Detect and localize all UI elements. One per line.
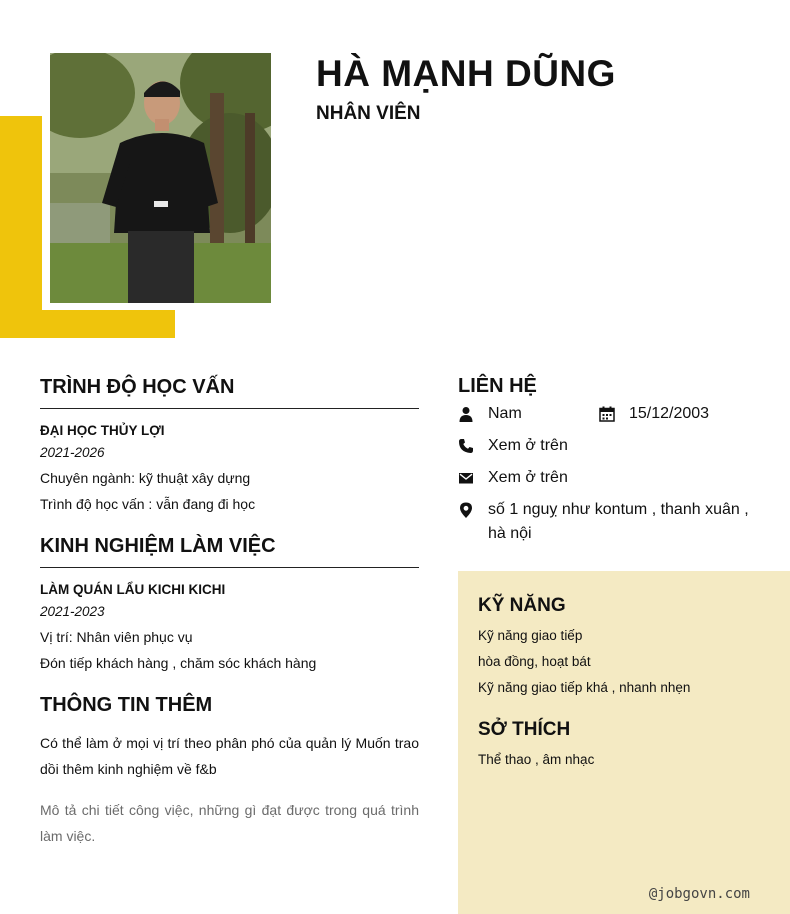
contact-phone: Xem ở trên: [488, 437, 568, 454]
accent-bar-vertical: [0, 116, 42, 338]
candidate-role: NHÂN VIÊN: [316, 103, 421, 124]
extra-info-section: [40, 690, 419, 849]
contact-birthdate: 15/12/2003: [629, 405, 710, 422]
education-years: 2021-2026: [40, 445, 105, 460]
hobby-item: Thể thao , âm nhạc: [478, 752, 595, 767]
contact-row-address: [458, 498, 758, 546]
experience-title: KINH NGHIỆM LÀM VIỆC: [40, 535, 276, 557]
candidate-name: HÀ MẠNH DŨNG: [316, 53, 616, 94]
contact-email: Xem ở trên: [488, 469, 568, 486]
experience-duties: Đón tiếp khách hàng , chăm sóc khách hàng: [40, 655, 317, 671]
left-column: [40, 372, 419, 849]
skill-item: Kỹ năng giao tiếp khá , nhanh nhẹn: [478, 680, 691, 695]
extra-info-text: Có thể làm ở mọi vị trí theo phân phó của quản lý Muốn trao dồi thêm kinh nghiệm về f&b: [40, 735, 419, 777]
hobbies-title: SỞ THÍCH: [478, 719, 571, 740]
calendar-icon: [599, 406, 615, 422]
location-pin-icon: [458, 502, 474, 518]
education-level: Trình độ học vấn : vẫn đang đi học: [40, 496, 256, 512]
contact-row-email: [458, 466, 758, 498]
person-icon: [458, 406, 474, 422]
experience-company: LÀM QUÁN LẨU KICHI KICHI: [40, 582, 226, 597]
contact-address: số 1 nguỵ như kontum , thanh xuân , hà nội: [488, 501, 749, 542]
education-major: Chuyên ngành: kỹ thuật xây dựng: [40, 470, 251, 486]
accent-bar-horizontal: [0, 310, 175, 338]
section-divider: [40, 408, 419, 409]
experience-years: 2021-2023: [40, 604, 105, 619]
education-school: ĐẠI HỌC THỦY LỢI: [40, 423, 165, 438]
contact-row-gender: [458, 402, 758, 434]
contact-section: [458, 372, 758, 546]
mail-icon: [458, 470, 474, 486]
skill-item: hòa đồng, hoạt bát: [478, 654, 591, 669]
extra-info-title: THÔNG TIN THÊM: [40, 694, 213, 716]
contact-row-phone: [458, 434, 758, 466]
experience-position: Vị trí: Nhân viên phục vụ: [40, 629, 193, 645]
education-title: TRÌNH ĐỘ HỌC VẤN: [40, 376, 235, 398]
contact-gender: Nam: [488, 405, 522, 422]
skills-title: KỸ NĂNG: [478, 595, 566, 616]
profile-photo: [50, 53, 271, 303]
extra-info-hint: Mô tả chi tiết công việc, những gì đạt được trong quá trình làm việc.: [40, 802, 419, 844]
education-section: [40, 372, 419, 517]
contact-title: LIÊN HỆ: [458, 375, 537, 397]
watermark: @jobgovn.com: [648, 886, 750, 902]
section-divider: [40, 567, 419, 568]
experience-section: [40, 531, 419, 676]
skill-item: Kỹ năng giao tiếp: [478, 628, 583, 643]
skills-panel: [458, 571, 790, 914]
phone-icon: [458, 438, 474, 454]
